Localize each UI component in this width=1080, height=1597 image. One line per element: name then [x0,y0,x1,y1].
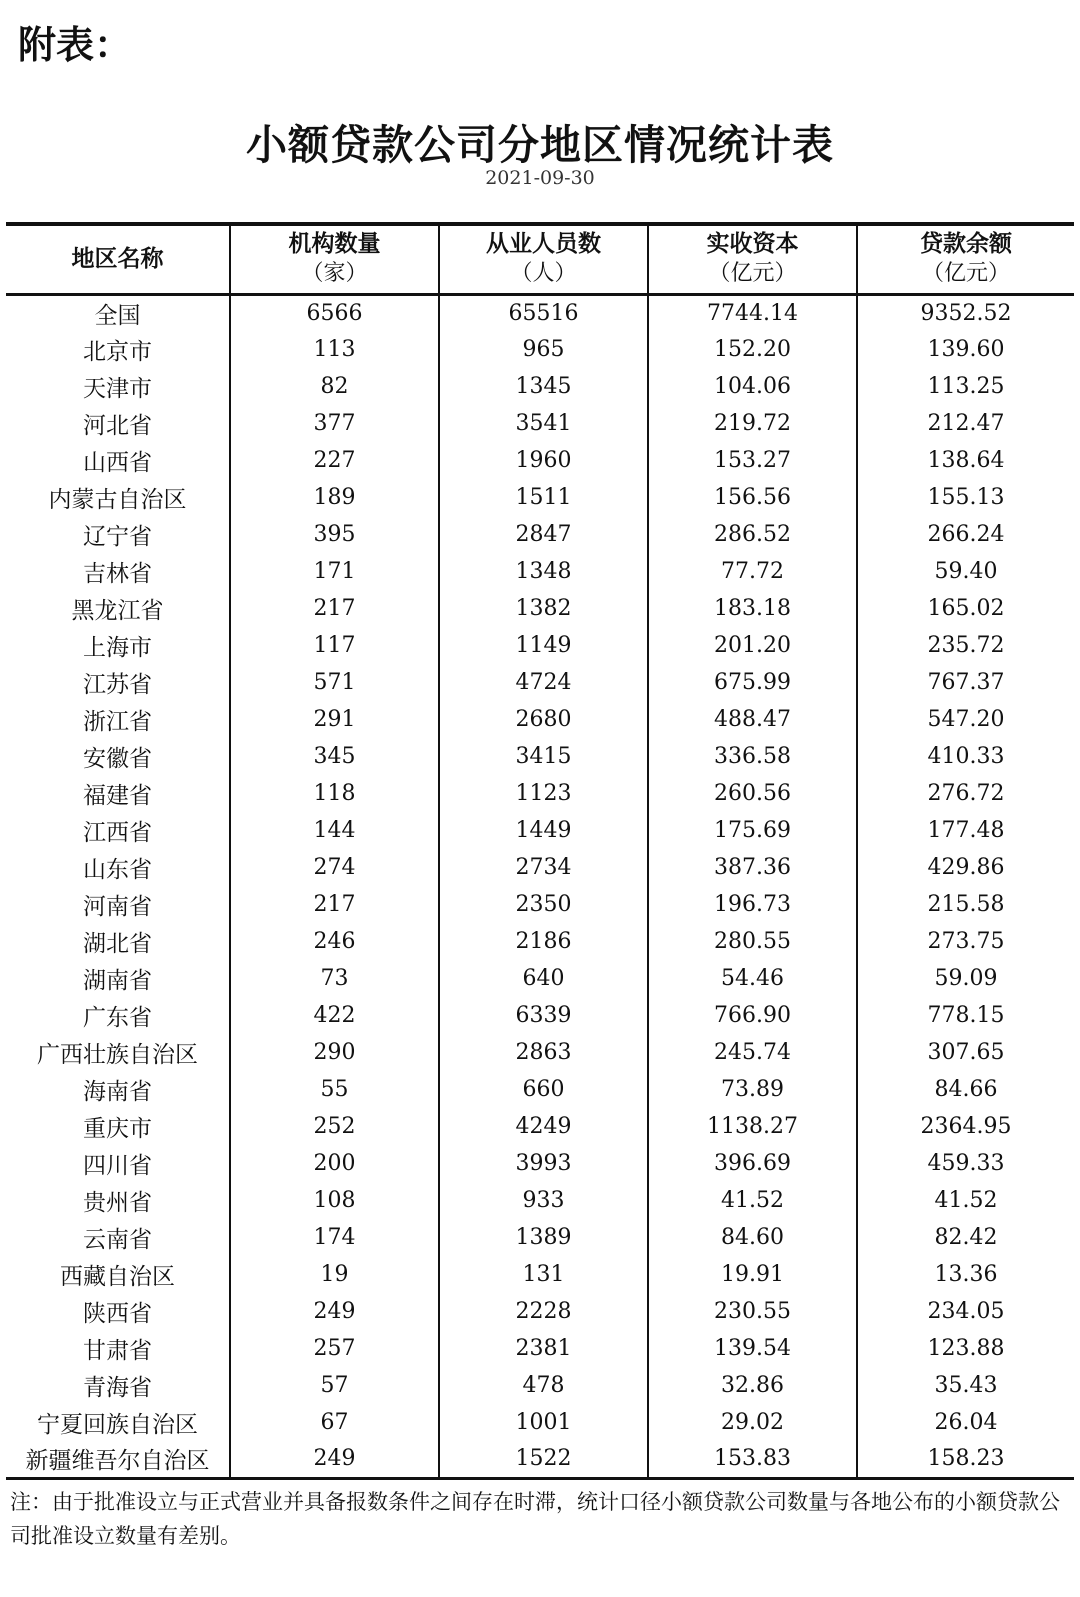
header-institutions-unit: （家） [301,261,368,287]
statistics-table [6,222,1074,1480]
institutions-cell: 174 [230,1219,439,1256]
employees-cell: 1449 [439,812,648,849]
institutions-cell: 73 [230,960,439,997]
employees-cell: 1348 [439,553,648,590]
employees-cell: 6339 [439,997,648,1034]
loan-balance-cell: 459.33 [857,1145,1074,1182]
header-employees-name: 从业人员数 [486,231,601,258]
region-cell: 上海市 [83,635,152,661]
table-row [6,1108,1074,1145]
paid-in-capital-cell: 488.47 [648,701,857,738]
region-cell: 新疆维吾尔自治区 [6,1441,230,1478]
institutions-cell: 117 [230,627,439,664]
region-cell: 云南省 [83,1227,152,1253]
header-institutions [230,224,439,294]
table-row [6,960,1074,997]
table-row [6,664,1074,701]
paid-in-capital-cell: 219.72 [648,405,857,442]
institutions-cell: 227 [230,442,439,479]
employees-cell: 1149 [439,627,648,664]
institutions-cell: 274 [230,849,439,886]
employees-cell: 1389 [439,1219,648,1256]
paid-in-capital-cell: 201.20 [648,627,857,664]
employees-cell: 131 [439,1256,648,1293]
loan-balance-cell: 9352.52 [857,294,1074,331]
institutions-cell: 290 [230,1034,439,1071]
employees-cell: 3541 [439,405,648,442]
institutions-cell: 291 [230,701,439,738]
header-employees [439,224,648,294]
table-row [6,1219,1074,1256]
employees-cell: 2228 [439,1293,648,1330]
region-cell: 湖南省 [83,968,152,994]
employees-cell: 2734 [439,849,648,886]
loan-balance-cell: 767.37 [857,664,1074,701]
employees-cell: 4724 [439,664,648,701]
institutions-cell: 171 [230,553,439,590]
region-cell: 广西壮族自治区 [37,1042,198,1068]
employees-cell: 2350 [439,886,648,923]
header-loan-balance-unit: （亿元） [921,261,1010,287]
loan-balance-cell: 82.42 [857,1219,1074,1256]
paid-in-capital-cell: 156.56 [648,479,857,516]
region-cell: 甘肃省 [83,1338,152,1364]
employees-cell: 1345 [439,368,648,405]
loan-balance-cell: 59.09 [857,960,1074,997]
table-row [6,738,1074,775]
table-row [6,923,1074,960]
loan-balance-cell: 215.58 [857,886,1074,923]
region-cell: 天津市 [83,376,152,402]
table-row [6,627,1074,664]
institutions-cell: 113 [230,331,439,368]
employees-cell: 2680 [439,701,648,738]
institutions-cell: 422 [230,997,439,1034]
table-row [6,1256,1074,1293]
paid-in-capital-cell: 286.52 [648,516,857,553]
table-row [6,1293,1074,1330]
employees-cell: 1001 [439,1404,648,1441]
region-cell: 西藏自治区 [60,1264,175,1290]
region-cell: 黑龙江省 [71,598,164,624]
institutions-cell: 249 [230,1293,439,1330]
employees-cell: 3415 [439,738,648,775]
table-row [6,331,1074,368]
table-row [6,405,1074,442]
paid-in-capital-cell: 104.06 [648,368,857,405]
table-header [6,224,1074,294]
table-row [6,553,1074,590]
region-cell: 湖北省 [83,931,152,957]
loan-balance-cell: 410.33 [857,738,1074,775]
header-loan-balance-name: 贷款余额 [920,231,1012,258]
institutions-cell: 345 [230,738,439,775]
paid-in-capital-cell: 336.58 [648,738,857,775]
paid-in-capital-cell: 54.46 [648,960,857,997]
institutions-cell: 55 [230,1071,439,1108]
employees-cell: 933 [439,1182,648,1219]
institutions-cell: 252 [230,1108,439,1145]
employees-cell: 2863 [439,1034,648,1071]
employees-cell: 3993 [439,1145,648,1182]
header-loan-balance [857,224,1074,294]
appendix-label: 附表： [18,23,133,67]
region-cell: 江西省 [83,820,152,846]
paid-in-capital-cell: 153.83 [648,1441,857,1478]
institutions-cell: 118 [230,775,439,812]
table-row [6,1182,1074,1219]
loan-balance-cell: 84.66 [857,1071,1074,1108]
paid-in-capital-cell: 84.60 [648,1219,857,1256]
table-row [6,516,1074,553]
region-cell: 山东省 [83,857,152,883]
institutions-cell: 377 [230,405,439,442]
loan-balance-cell: 26.04 [857,1404,1074,1441]
paid-in-capital-cell: 41.52 [648,1182,857,1219]
table-title: 小额贷款公司分地区情况统计表 [246,121,834,169]
header-paid-in-capital-unit: （亿元） [708,261,797,287]
paid-in-capital-cell: 280.55 [648,923,857,960]
institutions-cell: 571 [230,664,439,701]
loan-balance-cell: 2364.95 [857,1108,1074,1145]
table-row [6,775,1074,812]
paid-in-capital-cell: 230.55 [648,1293,857,1330]
employees-cell: 1960 [439,442,648,479]
institutions-cell: 217 [230,886,439,923]
loan-balance-cell: 778.15 [857,997,1074,1034]
region-cell: 四川省 [83,1153,152,1179]
loan-balance-cell: 307.65 [857,1034,1074,1071]
paid-in-capital-cell: 19.91 [648,1256,857,1293]
region-cell: 内蒙古自治区 [48,487,187,513]
paid-in-capital-cell: 245.74 [648,1034,857,1071]
table-row [6,479,1074,516]
region-cell: 全国 [94,302,141,329]
loan-balance-cell: 123.88 [857,1330,1074,1367]
table-row [6,1441,1074,1478]
table-row [6,442,1074,479]
paid-in-capital-cell: 1138.27 [648,1108,857,1145]
employees-cell: 1123 [439,775,648,812]
institutions-cell: 19 [230,1256,439,1293]
region-cell: 陕西省 [83,1301,152,1327]
employees-cell: 2381 [439,1330,648,1367]
loan-balance-cell: 429.86 [857,849,1074,886]
employees-cell: 4249 [439,1108,648,1145]
loan-balance-cell: 547.20 [857,701,1074,738]
employees-cell: 478 [439,1367,648,1404]
header-paid-in-capital-name: 实收资本 [706,231,799,258]
paid-in-capital-cell: 183.18 [648,590,857,627]
loan-balance-cell: 155.13 [857,479,1074,516]
paid-in-capital-cell: 387.36 [648,849,857,886]
region-cell: 辽宁省 [83,524,152,550]
header-institutions-name: 机构数量 [288,231,381,258]
loan-balance-cell: 13.36 [857,1256,1074,1293]
paid-in-capital-cell: 29.02 [648,1404,857,1441]
region-cell: 江苏省 [83,672,152,698]
table-row [6,368,1074,405]
paid-in-capital-cell: 153.27 [648,442,857,479]
paid-in-capital-cell: 73.89 [648,1071,857,1108]
region-cell: 河北省 [83,413,152,439]
loan-balance-cell: 158.23 [857,1441,1074,1478]
paid-in-capital-cell: 196.73 [648,886,857,923]
header-region [6,224,230,294]
region-cell: 重庆市 [83,1116,152,1142]
loan-balance-cell: 35.43 [857,1367,1074,1404]
header-paid-in-capital [648,224,857,294]
table-row [6,701,1074,738]
institutions-cell: 67 [230,1404,439,1441]
table-row [6,849,1074,886]
loan-balance-cell: 165.02 [857,590,1074,627]
loan-balance-cell: 59.40 [857,553,1074,590]
table-row [6,1367,1074,1404]
table-row [6,1404,1074,1441]
paid-in-capital-cell: 139.54 [648,1330,857,1367]
employees-cell: 640 [439,960,648,997]
employees-cell: 65516 [439,294,648,331]
region-cell: 福建省 [83,783,152,809]
region-cell: 贵州省 [83,1190,152,1216]
institutions-cell: 395 [230,516,439,553]
region-cell: 河南省 [83,894,152,920]
paid-in-capital-cell: 7744.14 [648,294,857,331]
region-cell: 山西省 [83,450,152,476]
region-cell: 海南省 [83,1079,152,1105]
employees-cell: 2186 [439,923,648,960]
region-cell: 浙江省 [83,709,152,735]
table-row [6,886,1074,923]
institutions-cell: 200 [230,1145,439,1182]
table-date: 2021-09-30 [485,167,595,189]
loan-balance-cell: 138.64 [857,442,1074,479]
loan-balance-cell: 266.24 [857,516,1074,553]
institutions-cell: 108 [230,1182,439,1219]
header-employees-unit: （人） [510,261,577,287]
region-cell: 广东省 [83,1005,152,1031]
loan-balance-cell: 139.60 [857,331,1074,368]
region-cell: 吉林省 [83,561,152,587]
region-cell: 青海省 [83,1375,152,1401]
paid-in-capital-cell: 396.69 [648,1145,857,1182]
paid-in-capital-cell: 152.20 [648,331,857,368]
institutions-cell: 144 [230,812,439,849]
loan-balance-cell: 234.05 [857,1293,1074,1330]
employees-cell: 965 [439,331,648,368]
loan-balance-cell: 41.52 [857,1182,1074,1219]
header-region-name: 地区名称 [71,246,164,273]
employees-cell: 1382 [439,590,648,627]
table-row [6,812,1074,849]
table-row [6,997,1074,1034]
employees-cell: 1522 [439,1441,648,1478]
region-cell: 安徽省 [83,746,152,772]
loan-balance-cell: 113.25 [857,368,1074,405]
employees-cell: 1511 [439,479,648,516]
paid-in-capital-cell: 260.56 [648,775,857,812]
region-cell: 宁夏回族自治区 [37,1412,198,1438]
loan-balance-cell: 177.48 [857,812,1074,849]
loan-balance-cell: 276.72 [857,775,1074,812]
institutions-cell: 246 [230,923,439,960]
paid-in-capital-cell: 175.69 [648,812,857,849]
institutions-cell: 82 [230,368,439,405]
table-row [6,1034,1074,1071]
employees-cell: 2847 [439,516,648,553]
paid-in-capital-cell: 77.72 [648,553,857,590]
table-row [6,590,1074,627]
table-row [6,294,1074,331]
paid-in-capital-cell: 766.90 [648,997,857,1034]
table-row [6,1330,1074,1367]
institutions-cell: 6566 [230,294,439,331]
institutions-cell: 249 [230,1441,439,1478]
loan-balance-cell: 273.75 [857,923,1074,960]
table-row [6,1145,1074,1182]
table-row [6,1071,1074,1108]
paid-in-capital-cell: 32.86 [648,1367,857,1404]
institutions-cell: 257 [230,1330,439,1367]
footnote: 注：由于批准设立与正式营业并具备报数条件之间存在时滞，统计口径小额贷款公司数量与各地公布的小额贷款公司批准设立数量有差别。 [10,1490,1060,1548]
loan-balance-cell: 235.72 [857,627,1074,664]
loan-balance-cell: 212.47 [857,405,1074,442]
paid-in-capital-cell: 675.99 [648,664,857,701]
table-body [6,294,1074,1478]
employees-cell: 660 [439,1071,648,1108]
region-cell: 北京市 [83,339,152,365]
institutions-cell: 189 [230,479,439,516]
institutions-cell: 57 [230,1367,439,1404]
institutions-cell: 217 [230,590,439,627]
